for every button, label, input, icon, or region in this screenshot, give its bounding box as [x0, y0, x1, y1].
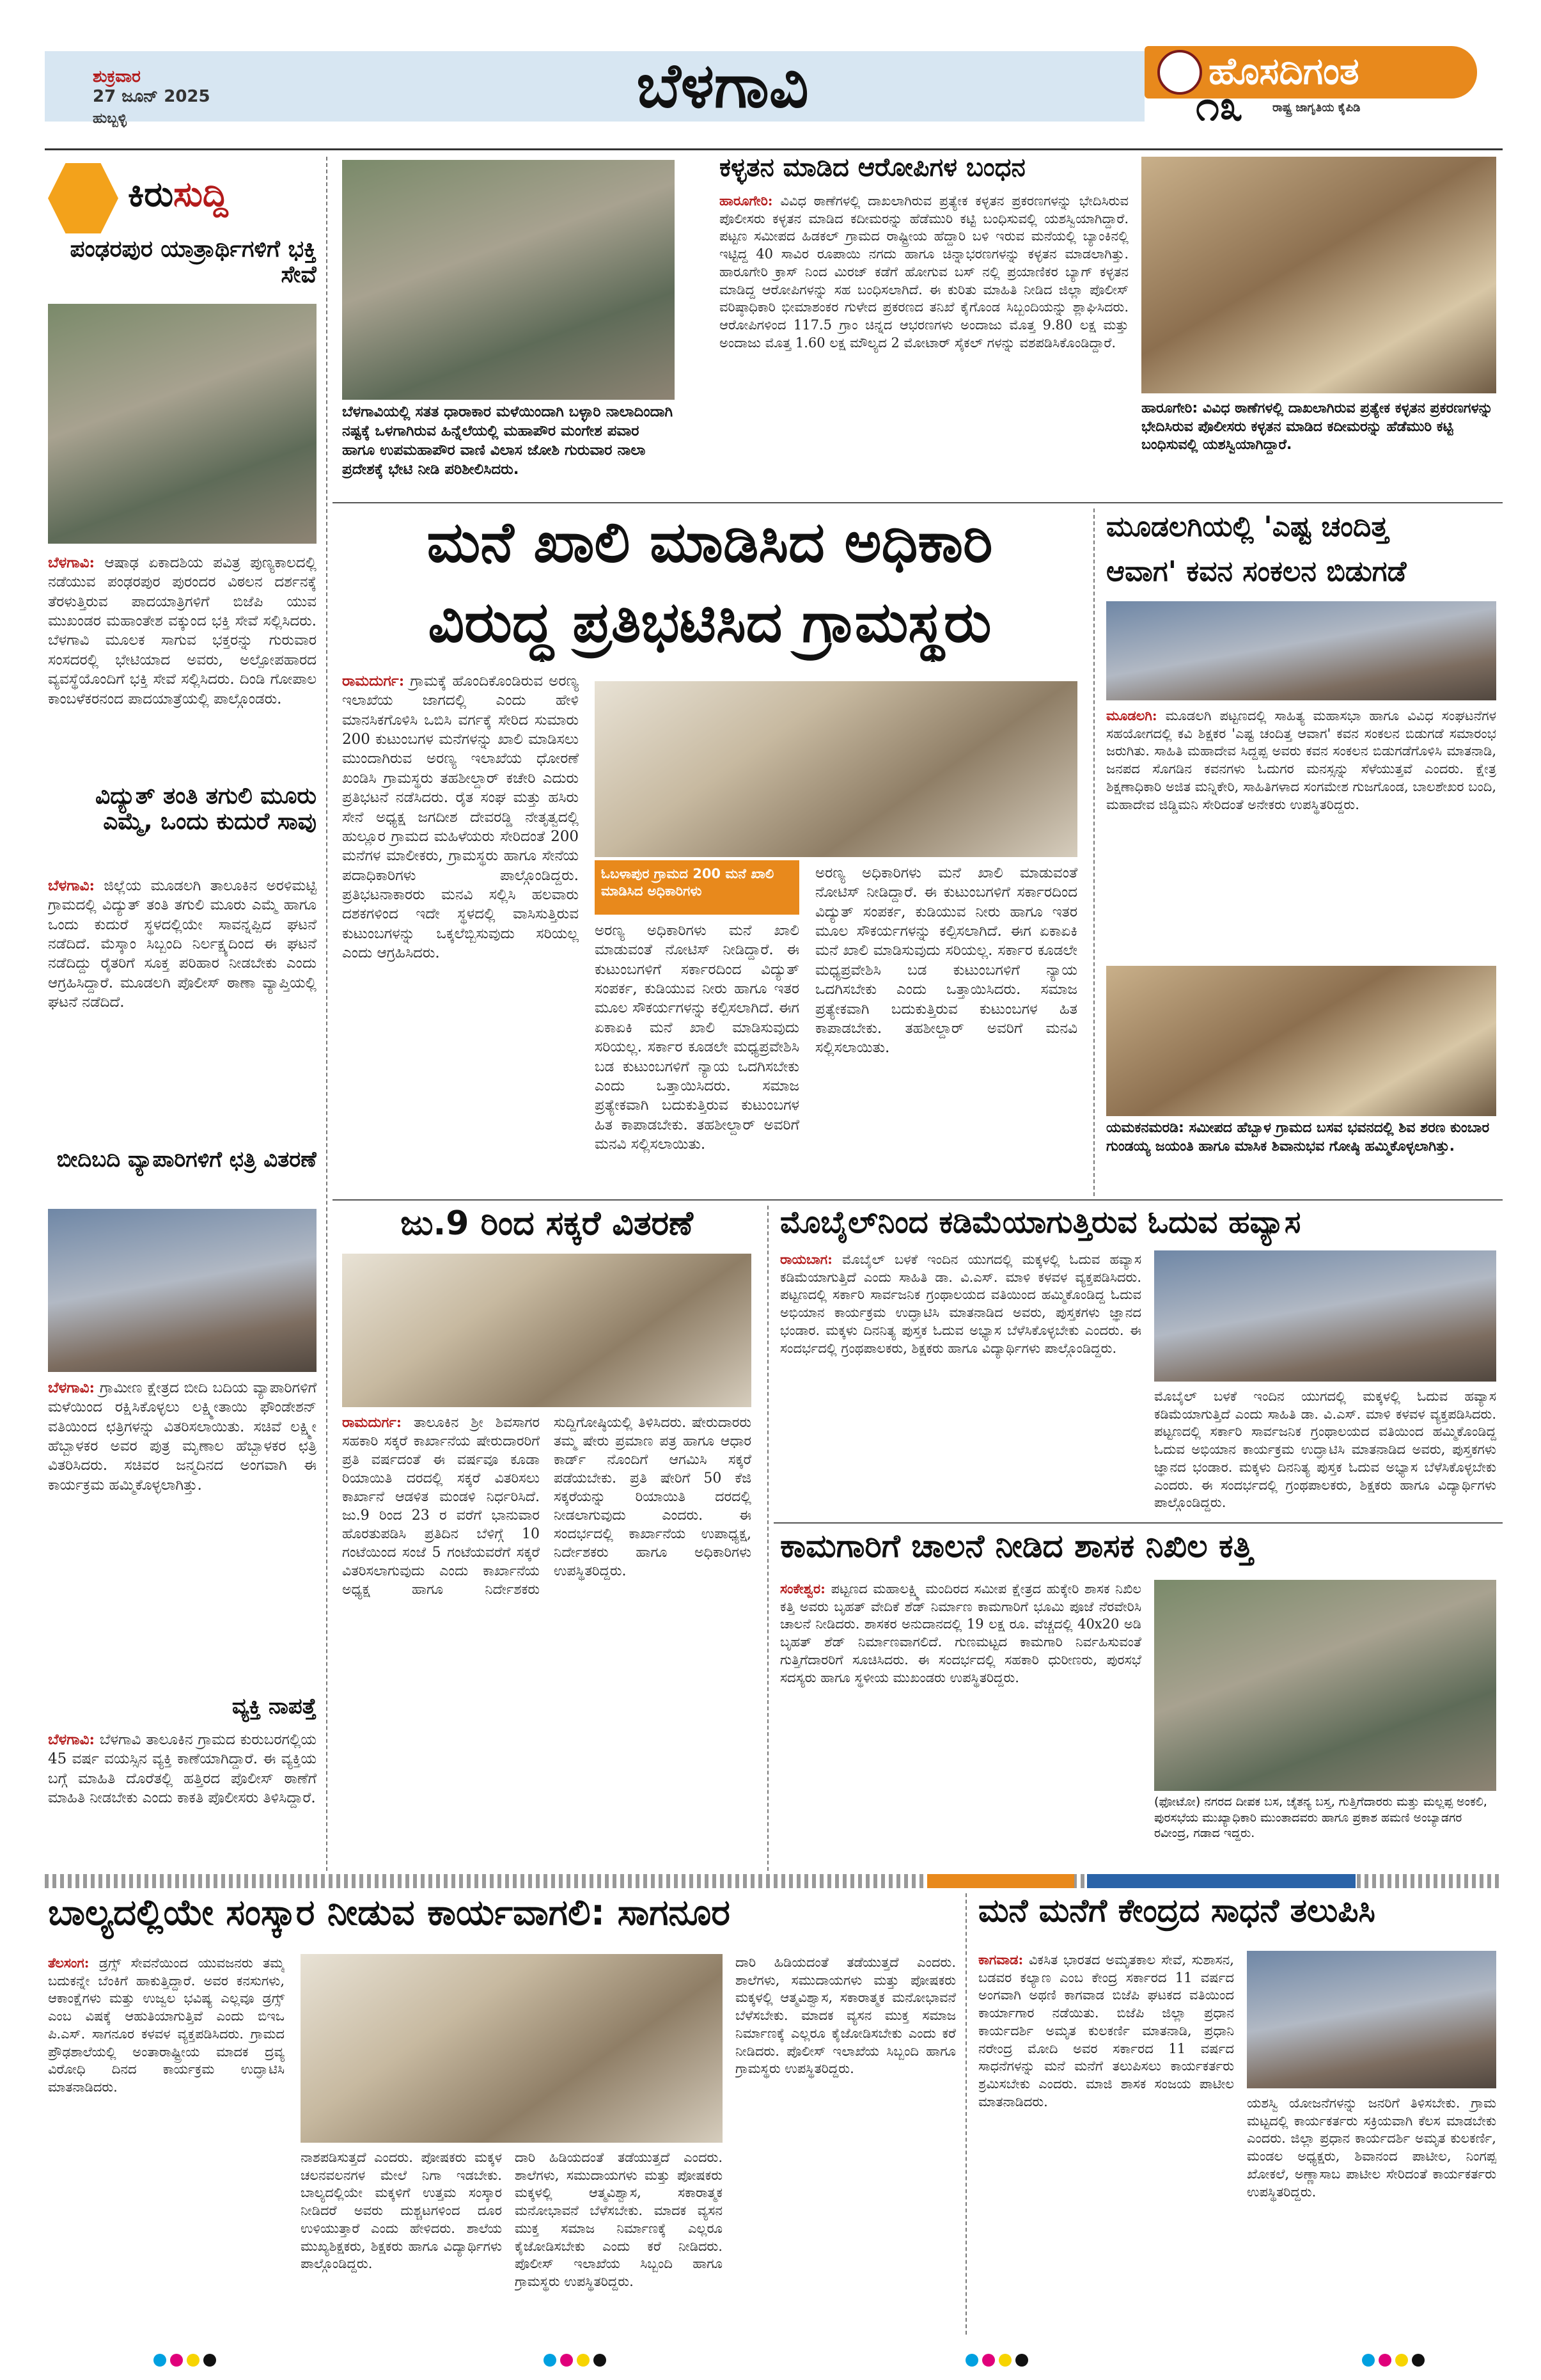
sagnoor-body-col2b [515, 2149, 723, 2331]
brief-photo-pilgrims [48, 304, 317, 544]
sagnoor-headline: ಬಾಲ್ಯದಲ್ಲಿಯೇ ಸಂಸ್ಕಾರ ನೀಡುವ ಕಾರ್ಯವಾಗಲಿ: ಸಾಗನೂರ [48, 1893, 730, 1934]
theft-police-photo [1141, 157, 1496, 393]
black-dot [593, 2354, 606, 2367]
lead-body-col3 [815, 863, 1077, 1193]
rain-nala-caption: ಬೆಳಗಾವಿಯಲ್ಲಿ ಸತತ ಧಾರಾಕಾರ ಮಳೆಯಿಂದಾಗಿ ಬಳ್ಳಾರಿ ನಾಲಾದಿಂದಾಗಿ ನಷ್ಟಕ್ಕೆ ಒಳಗಾಗಿರುವ ಹಿನ್ನೆಲೆಯಲ್ಲಿ ಮಹಾಪೌರ ಮಂಗೇಶ ಪವಾರ ಹಾಗೂ ಉಪಮಹಾಪೌರ ವಾಣಿ ವಿಲಾಸ ಜೋಶಿ ಗುರುವಾರ ನಾಲಾ ಪ್ರದೇಶಕ್ಕೆ ಭೇಟಿ ನೀಡಿ ಪರಿಶೀಲಿಸಿದರು. [342, 404, 673, 478]
brand-name: ಹೊಸದಿಗಂತ [1209, 51, 1359, 93]
masthead-bottom-rule [45, 148, 1503, 150]
sugar-dateline: ರಾಮದುರ್ಗ: [342, 1414, 402, 1431]
reading-text-right: ಮೊಬೈಲ್ ಬಳಕೆ ಇಂದಿನ ಯುಗದಲ್ಲಿ ಮಕ್ಕಳಲ್ಲಿ ಓದುವ ಹವ್ಯಾಸ ಕಡಿಮೆಯಾಗುತ್ತಿದೆ ಎಂದು ಸಾಹಿತಿ ಡಾ. ವಿ.ಎಸ್. ಮಾಳಿ ಕಳವಳ ವ್ಯಕ್ತಪಡಿಸಿದರು. ಪಟ್ಟಣದಲ್ಲಿ ಸರ್ಕಾರಿ ಸಾರ್ವಜನಿಕ ಗ್ರಂಥಾಲಯದ ವತಿಯಿಂದ ಹಮ್ಮಿಕೊಂಡಿದ್ದ ಓದುವ ಅಭಿಯಾನ ಕಾರ್ಯಕ್ರಮ ಉದ್ಘಾಟಿಸಿ ಮಾತನಾಡಿದ ಅವರು, ಪುಸ್ತಕಗಳು ಜ್ಞಾನದ ಭಂಡಾರ. ಮಕ್ಕಳು ದಿನನಿತ್ಯ ಪುಸ್ತಕ ಓದುವ ಅಭ್ಯಾಸ ಬೆಳೆಸಿಕೊಳ್ಳಬೇಕು ಎಂದರು. ಈ ಸಂದರ್ಭದಲ್ಲಿ ಗ್ರಂಥಪಾಲಕರು, ಶಿಕ್ಷಕರು ಹಾಗೂ ವಿದ್ಯಾರ್ಥಿಗಳು ಪಾಲ್ಗೊಂಡಿದ್ದರು. [1154, 1389, 1496, 1511]
black-dot [203, 2354, 216, 2367]
sagnoor-text-col3: ದಾರಿ ಹಿಡಿಯದಂತೆ ತಡೆಯುತ್ತದೆ ಎಂದರು. ಶಾಲೆಗಳು, ಸಮುದಾಯಗಳು ಮತ್ತು ಪೋಷಕರು ಮಕ್ಕಳಲ್ಲಿ ಆತ್ಮವಿಶ್ವಾಸ, ಸಕಾರಾತ್ಮಕ ಮನೋಭಾವನೆ ಬೆಳೆಸಬೇಕು. ಮಾದಕ ವ್ಯಸನ ಮುಕ್ತ ಸಮಾಜ ನಿರ್ಮಾಣಕ್ಕೆ ಎಲ್ಲರೂ ಕೈಜೋಡಿಸಬೇಕು ಎಂದು ಕರೆ ನೀಡಿದರು. ಪೊಲೀಸ್ ಇಲಾಖೆಯ ಸಿಬ್ಬಂದಿ ಹಾಗೂ ಗ್ರಾಮಸ್ಥರು ಉಪಸ್ಥಿತರಿದ್ದರು. [735, 1955, 956, 2077]
schemes-headline: ಮನೆ ಮನೆಗೆ ಕೇಂದ್ರದ ಸಾಧನೆ ತಲುಪಿಸಿ [978, 1893, 1375, 1929]
mudalagi-photo [1106, 601, 1496, 700]
masthead-date-block [93, 67, 297, 157]
schemes-dateline: ಕಾಗವಾಡ: [978, 1951, 1024, 1967]
brief-body [48, 1378, 317, 1695]
brief-text: ಗ್ರಾಮೀಣ ಕ್ಷೇತ್ರದ ಬೀದಿ ಬದಿಯ ವ್ಯಾಪಾರಿಗಳಿಗೆ ಮಳೆಯಿಂದ ರಕ್ಷಿಸಿಕೊಳ್ಳಲು ಲಕ್ಷ್ಮೀತಾಯಿ ಫೌಂಡೇಶನ್ ವತಿಯಿಂದ ಛತ್ರಿಗಳನ್ನು ವಿತರಿಸಲಾಯಿತು. ಸಚಿವೆ ಲಕ್ಷ್ಮೀ ಹೆಬ್ಬಾಳಕರ ಅವರ ಪುತ್ರ ಮೃಣಾಲ ಹೆಬ್ಬಾಳಕರ ಛತ್ರಿ ವಿತರಿಸಿದರು. ಸಚಿವರ ಜನ್ಮದಿನದ ಅಂಗವಾಗಿ ಈ ಕಾರ್ಯಕ್ರಮ ಹಮ್ಮಿಕೊಳ್ಳಲಾಗಿತ್ತು. [48, 1380, 317, 1493]
lead-body-col2 [595, 921, 799, 1193]
brief-title: ಪಂಢರಪುರ ಯಾತ್ರಾರ್ಥಿಗಳಿಗೆ ಭಕ್ತಿ ಸೇವೆ [70, 237, 317, 288]
yamakanamardi-photo [1106, 966, 1496, 1116]
theft-body [719, 192, 1129, 493]
rain-nala-photo [342, 160, 675, 400]
sagnoor-school-photo [301, 1954, 723, 2143]
registration-marks [544, 2354, 620, 2369]
lead-dateline: ರಾಮದುರ್ಗ: [342, 672, 405, 690]
column-divider [1093, 508, 1095, 1196]
brief-dateline: ಬೆಳಗಾವಿ: [48, 554, 95, 571]
brief-body [48, 1730, 317, 1868]
lower-divider-accent [1087, 1874, 1356, 1888]
section-rule [332, 1199, 1503, 1201]
hand-pointing-icon [48, 163, 118, 233]
brief-body [48, 553, 317, 774]
yellow-dot [187, 2354, 199, 2367]
sagnoor-text-col2b: ದಾರಿ ಹಿಡಿಯದಂತೆ ತಡೆಯುತ್ತದೆ ಎಂದರು. ಶಾಲೆಗಳು, ಸಮುದಾಯಗಳು ಮತ್ತು ಪೋಷಕರು ಮಕ್ಕಳಲ್ಲಿ ಆತ್ಮವಿಶ್ವಾಸ, ಸಕಾರಾತ್ಮಕ ಮನೋಭಾವನೆ ಬೆಳೆಸಬೇಕು. ಮಾದಕ ವ್ಯಸನ ಮುಕ್ತ ಸಮಾಜ ನಿರ್ಮಾಣಕ್ಕೆ ಎಲ್ಲರೂ ಕೈಜೋಡಿಸಬೇಕು ಎಂದು ಕರೆ ನೀಡಿದರು. ಪೊಲೀಸ್ ಇಲಾಖೆಯ ಸಿಬ್ಬಂದಿ ಹಾಗೂ ಗ್ರಾಮಸ್ಥರು ಉಪಸ್ಥಿತರಿದ್ದರು. [515, 2150, 723, 2290]
column-divider [767, 1206, 769, 1871]
registration-marks [966, 2354, 1042, 2369]
mudalagi-text: ಮೂಡಲಗಿ ಪಟ್ಟಣದಲ್ಲಿ ಸಾಹಿತ್ಯ ಮಹಾಸಭಾ ಹಾಗೂ ವಿವಿಧ ಸಂಘಟನೆಗಳ ಸಹಯೋಗದಲ್ಲಿ ಕವಿ ಶಿಕ್ಷಕರ 'ಎಷ್ಟ ಚಂದಿತ್ತ ಆವಾಗ' ಕವನ ಸಂಕಲನ ಬಿಡುಗಡೆ ಸಮಾರಂಭ ಜರುಗಿತು. ಸಾಹಿತಿ ಮಹಾದೇವ ಸಿದ್ದಪ್ಪ ಅವರು ಕವನ ಸಂಕಲನ ಬಿಡುಗಡೆಗೊಳಿಸಿ ಮಾತನಾಡಿ, ಜನಪದ ಸೊಗಡಿನ ಕವನಗಳು ಓದುಗರ ಮನಸ್ಸನ್ನು ಸೆಳೆಯುತ್ತವೆ ಎಂದರು. ಕ್ಷೇತ್ರ ಶಿಕ್ಷಣಾಧಿಕಾರಿ ಅಜಿತ ಮನ್ನಿಕೇರಿ, ಸಾಹಿತಿಗಳಾದ ಸಂಗಮೇಶ ಗುಜಗೊಂಡ, ಬಾಲಶೇಖರ ಬಂದಿ, ಮಹಾದೇವ ಜಿಡ್ಡಿಮನಿ ಸೇರಿದಂತೆ ಅನೇಕರು ಉಪಸ್ಥಿತರಿದ್ದರು. [1106, 708, 1496, 812]
theft-caption: ಹಾರೂಗೇರಿ: ವಿವಿಧ ಠಾಣೆಗಳಲ್ಲಿ ದಾಖಲಾಗಿರುವ ಪ್ರತ್ಯೇಕ ಕಳ್ಳತನ ಪ್ರಕರಣಗಳನ್ನು ಭೇದಿಸಿರುವ ಪೊಲೀಸರು ಕಳ್ಳತನ ಮಾಡಿದ ಕದೀಮರನ್ನು ಹೆಡೆಮುರಿ ಕಟ್ಟಿ ಬಂಧಿಸುವಲ್ಲಿ ಯಶಸ್ವಿಯಾಗಿದ್ದಾರೆ. [1141, 400, 1493, 453]
lead-protest-photo [595, 681, 1077, 857]
sagnoor-body-col3 [735, 1954, 956, 2331]
reading-headline: ಮೊಬೈಲ್‌ನಿಂದ ಕಡಿಮೆಯಾಗುತ್ತಿರುವ ಓದುವ ಹವ್ಯಾಸ [780, 1206, 1301, 1240]
brief-body [48, 876, 317, 1145]
sugar-headline: ಜು.9 ರಿಂದ ಸಕ್ಕರೆ ವಿತರಣೆ [400, 1206, 693, 1243]
column-divider [966, 1893, 967, 2335]
brief-dateline: ಬೆಳಗಾವಿ: [48, 877, 95, 894]
schemes-text-col2: ಯಶಸ್ವಿ ಯೋಜನೆಗಳನ್ನು ಜನರಿಗೆ ತಿಳಿಸಬೇಕು. ಗ್ರಾಮ ಮಟ್ಟದಲ್ಲಿ ಕಾರ್ಯಕರ್ತರು ಸಕ್ರಿಯವಾಗಿ ಕೆಲಸ ಮಾಡಬೇಕು ಎಂದರು. ಜಿಲ್ಲಾ ಪ್ರಧಾನ ಕಾರ್ಯದರ್ಶಿ ಅಮೃತ ಕುಲಕರ್ಣಿ, ಮಂಡಲ ಅಧ್ಯಕ್ಷರು, ಶಿವಾನಂದ ಪಾಟೀಲ, ನಿಂಗಪ್ಪ ಖೋಕಲೆ, ಅಣ್ಣಾಸಾಬ ಪಾಟೀಲ ಸೇರಿದಂತೆ ಕಾರ್ಯಕರ್ತರು ಉಪಸ್ಥಿತರಿದ್ದರು. [1247, 2095, 1496, 2200]
reading-photo [1154, 1250, 1496, 1382]
sugar-text: ತಾಲೂಕಿನ ಶ್ರೀ ಶಿವಸಾಗರ ಸಹಕಾರಿ ಸಕ್ಕರೆ ಕಾರ್ಖಾನೆಯ ಷೇರುದಾರರಿಗೆ ಪ್ರತಿ ವರ್ಷದಂತೆ ಈ ವರ್ಷವೂ ಕೂಡಾ ರಿಯಾಯಿತಿ ದರದಲ್ಲಿ ಸಕ್ಕರೆ ವಿತರಿಸಲು ಕಾರ್ಖಾನೆ ಆಡಳಿತ ಮಂಡಳಿ ನಿರ್ಧರಿಸಿದೆ. ಜು.9 ರಿಂದ 23 ರ ವರೆಗೆ ಭಾನುವಾರ ಹೊರತುಪಡಿಸಿ ಪ್ರತಿದಿನ ಬೆಳಿಗ್ಗೆ 10 ಗಂಟೆಯಿಂದ ಸಂಜೆ 5 ಗಂಟೆಯವರೆಗೆ ಸಕ್ಕರೆ ವಿತರಿಸಲಾಗುವುದು ಎಂದು ಕಾರ್ಖಾನೆಯ ಅಧ್ಯಕ್ಷ ಹಾಗೂ ನಿರ್ದೇಶಕರು ಸುದ್ದಿಗೋಷ್ಠಿಯಲ್ಲಿ ತಿಳಿಸಿದರು. ಷೇರುದಾರರು ತಮ್ಮ ಷೇರು ಪ್ರಮಾಣ ಪತ್ರ ಹಾಗೂ ಆಧಾರ ಕಾರ್ಡ್ ನೊಂದಿಗೆ ಆಗಮಿಸಿ ಸಕ್ಕರೆ ಪಡೆಯಬೇಕು. ಪ್ರತಿ ಷೇರಿಗೆ 50 ಕೆಜಿ ಸಕ್ಕರೆಯನ್ನು ರಿಯಾಯಿತಿ ದರದಲ್ಲಿ ನೀಡಲಾಗುವುದು ಎಂದರು. ಈ ಸಂದರ್ಭದಲ್ಲಿ ಕಾರ್ಖಾನೆಯ ಉಪಾಧ್ಯಕ್ಷ, ನಿರ್ದೇಶಕರು ಹಾಗೂ ಅಧಿಕಾರಿಗಳು ಉಪಸ್ಥಿತರಿದ್ದರು. [342, 1415, 751, 1598]
section-title: ಬೆಳಗಾವಿ [636, 52, 809, 122]
mla-dateline: ಸಂಕೇಶ್ವರ: [780, 1580, 825, 1596]
sagnoor-dateline: ತೆಲಸಂಗ: [48, 1955, 90, 1971]
yellow-dot [577, 2354, 590, 2367]
magenta-dot [560, 2354, 573, 2367]
yamakanamardi-caption: ಯಮಕನಮರಡಿ: ಸಮೀಪದ ಹೆಬ್ಬಾಳ ಗ್ರಾಮದ ಬಸವ ಭವನದಲ್ಲಿ ಶಿವ ಶರಣ ಕುಂಬಾರ ಗುಂಡಯ್ಯ ಜಯಂತಿ ಹಾಗೂ ಮಾಸಿಕ ಶಿವಾನುಭವ ಗೋಷ್ಠಿ ಹಮ್ಮಿಕೊಳ್ಳಲಾಗಿತ್ತು. [1106, 1120, 1490, 1155]
cyan-dot [544, 2354, 556, 2367]
lead-text-col2: ಅರಣ್ಯ ಅಧಿಕಾರಿಗಳು ಮನೆ ಖಾಲಿ ಮಾಡುವಂತೆ ನೋಟಿಸ್ ನೀಡಿದ್ದಾರೆ. ಈ ಕುಟುಂಬಗಳಿಗೆ ಸರ್ಕಾರದಿಂದ ವಿದ್ಯುತ್ ಸಂಪರ್ಕ, ಕುಡಿಯುವ ನೀರು ಹಾಗೂ ಇತರ ಮೂಲ ಸೌಕರ್ಯಗಳನ್ನು ಕಲ್ಪಿಸಲಾಗಿದೆ. ಈಗ ಏಕಾಏಕಿ ಮನೆ ಖಾಲಿ ಮಾಡಿಸುವುದು ಸರಿಯಲ್ಲ. ಸರ್ಕಾರ ಕೂಡಲೇ ಮಧ್ಯಪ್ರವೇಶಿಸಿ ಬಡ ಕುಟುಂಬಗಳಿಗೆ ನ್ಯಾಯ ಒದಗಿಸಬೇಕು ಎಂದು ಒತ್ತಾಯಿಸಿದರು. ಸಮಾಜ ಪ್ರತ್ಯೇಕವಾಗಿ ಬದುಕುತ್ತಿರುವ ಕುಟುಂಬಗಳ ಹಿತ ಕಾಪಾಡಬೇಕು. ತಹಶೀಲ್ದಾರ್ ಅವರಿಗೆ ಮನವಿ ಸಲ್ಲಿಸಲಾಯಿತು. [595, 922, 799, 1153]
mla-caption: (ಫೋಟೋ) ನಗರದ ದೀಪಕ ಬಸ, ಚೈತನ್ಯ ಬಸ್ತ, ಗುತ್ತಿಗೆದಾರರು ಮತ್ತು ಮಲ್ಲಪ್ಪ ಅಂಕಲಿ, ಪುರಸಭೆಯ ಮುಖ್ಯಾಧಿಕಾರಿ ಮುಂತಾದವರು ಹಾಗೂ ಪ್ರಕಾಶ ಹಮಣಿ ಅಂಬ್ಯಾಡಗರ ರವೀಂದ್ರ, ಗಡಾದ ಇದ್ದರು. [1154, 1795, 1487, 1841]
schemes-text-col1: ವಿಕಸಿತ ಭಾರತದ ಅಮೃತಕಾಲ ಸೇವೆ, ಸುಶಾಸನ, ಬಡವರ ಕಲ್ಯಾಣ ಎಂಬ ಕೇಂದ್ರ ಸರ್ಕಾರದ 11 ವರ್ಷದ ಅಂಗವಾಗಿ ಅಥಣಿ ಕಾಗವಾಡ ಬಿಜೆಪಿ ಘಟಕದ ವತಿಯಿಂದ ಕಾರ್ಯಾಗಾರ ನಡೆಯಿತು. ಬಿಜೆಪಿ ಜಿಲ್ಲಾ ಪ್ರಧಾನ ಕಾರ್ಯದರ್ಶಿ ಅಮೃತ ಕುಲಕರ್ಣಿ ಮಾತನಾಡಿ, ಪ್ರಧಾನಿ ನರೇಂದ್ರ ಮೋದಿ ಅವರ ಸರ್ಕಾರದ 11 ವರ್ಷದ ಸಾಧನೆಗಳನ್ನು ಮನೆ ಮನೆಗೆ ತಲುಪಿಸಲು ಕಾರ್ಯಕರ್ತರು ಶ್ರಮಿಸಬೇಕು ಎಂದರು. ಮಾಜಿ ಶಾಸಕ ಸಂಜಯ ಪಾಟೀಲ ಮಾತನಾಡಿದರು. [978, 1952, 1234, 2109]
reading-body [780, 1250, 1141, 1516]
mudalagi-headline-line2: ಆವಾಗ' ಕವನ ಸಂಕಲನ ಬಿಡುಗಡೆ [1106, 556, 1407, 588]
sagnoor-text-col2: ನಾಶಪಡಿಸುತ್ತದೆ ಎಂದರು. ಪೋಷಕರು ಮಕ್ಕಳ ಚಲನವಲನಗಳ ಮೇಲೆ ನಿಗಾ ಇಡಬೇಕು. ಬಾಲ್ಯದಲ್ಲಿಯೇ ಮಕ್ಕಳಿಗೆ ಉತ್ತಮ ಸಂಸ್ಕಾರ ನೀಡಿದರೆ ಅವರು ದುಶ್ಚಟಗಳಿಂದ ದೂರ ಉಳಿಯುತ್ತಾರೆ ಎಂದು ಹೇಳಿದರು. ಶಾಲೆಯ ಮುಖ್ಯಶಿಕ್ಷಕರು, ಶಿಕ್ಷಕರು ಹಾಗೂ ವಿದ್ಯಾರ್ಥಿಗಳು ಪಾಲ್ಗೊಂಡಿದ್ದರು. [301, 2150, 502, 2272]
kirusuddi-label-suffix: ಸುದ್ದಿ [173, 174, 228, 214]
lead-headline-line2: ವಿರುದ್ಧ ಪ್ರತಿಭಟಿಸಿದ ಗ್ರಾಮಸ್ಥರು [428, 592, 992, 655]
brief-dateline: ಬೆಳಗಾವಿ: [48, 1379, 95, 1396]
sagnoor-body-col1 [48, 1954, 285, 2331]
sagnoor-body-col2 [301, 2149, 502, 2331]
schemes-photo [1247, 1951, 1496, 2088]
reading-body-right [1154, 1388, 1496, 1516]
section-rule [332, 502, 1503, 503]
yellow-dot [999, 2354, 1012, 2367]
brief-text: ಜಿಲ್ಲೆಯ ಮೂಡಲಗಿ ತಾಲೂಕಿನ ಅರಳಿಮಟ್ಟಿ ಗ್ರಾಮದಲ್ಲಿ ವಿದ್ಯುತ್ ತಂತಿ ತಗುಲಿ ಮೂರು ಎಮ್ಮೆ ಹಾಗೂ ಒಂದು ಕುದುರೆ ಸ್ಥಳದಲ್ಲಿಯೇ ಸಾವನ್ನಪ್ಪಿದ ಘಟನೆ ನಡೆದಿದೆ. ಮೆಸ್ಕಾಂ ಸಿಬ್ಬಂದಿ ನಿರ್ಲಕ್ಷ್ಯದಿಂದ ಈ ಘಟನೆ ನಡೆದಿದ್ದು ರೈತರಿಗೆ ಸೂಕ್ತ ಪರಿಹಾರ ನೀಡಬೇಕು ಎಂದು ಆಗ್ರಹಿಸಿದ್ದಾರೆ. ಮೂಡಲಗಿ ಪೊಲೀಸ್ ಠಾಣಾ ವ್ಯಾಪ್ತಿಯಲ್ಲಿ ಘಟನೆ ನಡೆದಿದೆ. [48, 878, 317, 1011]
black-dot [1412, 2354, 1425, 2367]
magenta-dot [170, 2354, 183, 2367]
sagnoor-text-col1: ಡ್ರಗ್ಸ್ ಸೇವನೆಯಿಂದ ಯುವಜನರು ತಮ್ಮ ಬದುಕನ್ನೇ ಬೆಂಕಿಗೆ ಹಾಕುತ್ತಿದ್ದಾರೆ. ಅವರ ಕನಸುಗಳು, ಆಕಾಂಕ್ಷೆಗಳು ಮತ್ತು ಉಜ್ವಲ ಭವಿಷ್ಯ ಎಲ್ಲವೂ ಡ್ರಗ್ಸ್ ಎಂಬ ವಿಷಕ್ಕೆ ಆಹುತಿಯಾಗುತ್ತಿವೆ ಎಂದು ಬಿಇಒ ಪಿ.ಎಸ್. ಸಾಗನೂರ ಕಳವಳ ವ್ಯಕ್ತಪಡಿಸಿದರು. ಗ್ರಾಮದ ಪ್ರೌಢಶಾಲೆಯಲ್ಲಿ ಅಂತಾರಾಷ್ಟ್ರೀಯ ಮಾದಕ ದ್ರವ್ಯ ವಿರೋಧಿ ದಿನದ ಕಾರ್ಯಕ್ರಮ ಉದ್ಘಾಟಿಸಿ ಮಾತನಾಡಿದರು. [48, 1955, 285, 2095]
theft-text: ವಿವಿಧ ಠಾಣೆಗಳಲ್ಲಿ ದಾಖಲಾಗಿರುವ ಪ್ರತ್ಯೇಕ ಕಳ್ಳತನ ಪ್ರಕರಣಗಳನ್ನು ಭೇದಿಸಿರುವ ಪೊಲೀಸರು ಕಳ್ಳತನ ಮಾಡಿದ ಕದೀಮರನ್ನು ಹೆಡೆಮುರಿ ಕಟ್ಟಿ ಬಂಧಿಸುವಲ್ಲಿ ಯಶಸ್ವಿಯಾಗಿದ್ದಾರೆ. ಪಟ್ಟಣ ಸಮೀಪದ ಹಿಡಕಲ್ ಗ್ರಾಮದ ರಾಷ್ಟ್ರೀಯ ಹೆದ್ದಾರಿ ಬಳಿ ಇರುವ ಮನೆಯಲ್ಲಿ ಬ್ಯಾಂಕಿನಲ್ಲಿ ಇಟ್ಟಿದ್ದ 40 ಸಾವಿರ ರೂಪಾಯಿ ನಗದು ಹಾಗೂ ಚಿನ್ನಾಭರಣಗಳನ್ನು ಕಳ್ಳತನ ಮಾಡಲಾಗಿತ್ತು. ಹಾರೂಗೇರಿ ಕ್ರಾಸ್ ನಿಂದ ಮಿರಜ್ ಕಡೆಗೆ ಹೋಗುವ ಬಸ್ ನಲ್ಲಿ ಪ್ರಯಾಣಿಕರ ಬ್ಯಾಗ್ ಕಳ್ಳತನ ಮಾಡಿದ್ದ ಆರೋಪಿಗಳನ್ನು ಸಹ ಬಂಧಿಸಲಾಗಿದೆ. ಈ ಕುರಿತು ಮಾಹಿತಿ ನೀಡಿದ ಜಿಲ್ಲಾ ಪೊಲೀಸ್ ವರಿಷ್ಠಾಧಿಕಾರಿ ಭೀಮಾಶಂಕರ ಗುಳೇದ ಪ್ರಕರಣದ ತನಿಖೆ ಕೈಗೊಂಡ ಸಿಬ್ಬಂದಿಯನ್ನು ಶ್ಲಾಘಿಸಿದರು. ಆರೋಪಿಗಳಿಂದ 117.5 ಗ್ರಾಂ ಚಿನ್ನದ ಆಭರಣಗಳು ಅಂದಾಜು ಮೊತ್ತ 9.80 ಲಕ್ಷ ಮತ್ತು ಅಂದಾಜು ಮೊತ್ತ 1.60 ಲಕ್ಷ ಮೌಲ್ಯದ 2 ಮೋಟಾರ್ ಸೈಕಲ್ ಗಳನ್ನು ವಶಪಡಿಸಿಕೊಂಡಿದ್ದಾರೆ. [719, 193, 1129, 351]
brief-dateline: ಬೆಳಗಾವಿ: [48, 1731, 95, 1748]
lead-headline-line1: ಮನೆ ಖಾಲಿ ಮಾಡಿಸಿದ ಅಧಿಕಾರಿ [426, 512, 993, 575]
page-number: ೧೩ [1196, 83, 1243, 130]
brief-title: ವ್ಯಕ್ತಿ ನಾಪತ್ತೆ [231, 1695, 317, 1719]
mudalagi-dateline: ಮೂಡಲಗಿ: [1106, 707, 1157, 723]
kirusuddi-badge [48, 160, 317, 237]
brief-text: ಬೆಳಗಾವಿ ತಾಲೂಕಿನ ಗ್ರಾಮದ ಕುರುಬರಗಲ್ಲಿಯ 45 ವರ್ಷ ವಯಸ್ಸಿನ ವ್ಯಕ್ತಿ ಕಾಣೆಯಾಗಿದ್ದಾರೆ. ಈ ವ್ಯಕ್ತಿಯ ಬಗ್ಗೆ ಮಾಹಿತಿ ದೊರೆತಲ್ಲಿ ಹತ್ತಿರದ ಪೊಲೀಸ್ ಠಾಣೆಗೆ ಮಾಹಿತಿ ನೀಡಬೇಕು ಎಂದು ಕಾಕತಿ ಪೊಲೀಸರು ತಿಳಿಸಿದ್ದಾರೆ. [48, 1731, 317, 1807]
mla-groundbreaking-photo [1154, 1580, 1496, 1791]
mla-text: ಪಟ್ಟಣದ ಮಹಾಲಕ್ಷ್ಮಿ ಮಂದಿರದ ಸಮೀಪ ಕ್ಷೇತ್ರದ ಹುಕ್ಕೇರಿ ಶಾಸಕ ನಿಖಿಲ ಕತ್ತಿ ಅವರು ಬೃಹತ್ ವೇದಿಕೆ ಶೆಡ್ ನಿರ್ಮಾಣ ಕಾಮಗಾರಿಗೆ ಭೂಮಿ ಪೂಜೆ ನೆರವೇರಿಸಿ ಚಾಲನೆ ನೀಡಿದರು. ಶಾಸಕರ ಅನುದಾನದಲ್ಲಿ 19 ಲಕ್ಷ ರೂ. ವೆಚ್ಚದಲ್ಲಿ 40x20 ಅಡಿ ಬೃಹತ್ ಶೆಡ್ ನಿರ್ಮಾಣವಾಗಲಿದೆ. ಗುಣಮಟ್ಟದ ಕಾಮಗಾರಿ ನಿರ್ವಹಿಸುವಂತೆ ಗುತ್ತಿಗೆದಾರರಿಗೆ ಸೂಚಿಸಿದರು. ಈ ಸಂದರ್ಭದಲ್ಲಿ ಸಹಕಾರಿ ಧುರೀಣರು, ಪುರಸಭೆ ಸದಸ್ಯರು ಹಾಗೂ ಸ್ಥಳೀಯ ಮುಖಂಡರು ಉಪಸ್ಥಿತರಿದ್ದರು. [780, 1581, 1141, 1685]
reading-text: ಮೊಬೈಲ್ ಬಳಕೆ ಇಂದಿನ ಯುಗದಲ್ಲಿ ಮಕ್ಕಳಲ್ಲಿ ಓದುವ ಹವ್ಯಾಸ ಕಡಿಮೆಯಾಗುತ್ತಿದೆ ಎಂದು ಸಾಹಿತಿ ಡಾ. ವಿ.ಎಸ್. ಮಾಳಿ ಕಳವಳ ವ್ಯಕ್ತಪಡಿಸಿದರು. ಪಟ್ಟಣದಲ್ಲಿ ಸರ್ಕಾರಿ ಸಾರ್ವಜನಿಕ ಗ್ರಂಥಾಲಯದ ವತಿಯಿಂದ ಹಮ್ಮಿಕೊಂಡಿದ್ದ ಓದುವ ಅಭಿಯಾನ ಕಾರ್ಯಕ್ರಮ ಉದ್ಘಾಟಿಸಿ ಮಾತನಾಡಿದ ಅವರು, ಪುಸ್ತಕಗಳು ಜ್ಞಾನದ ಭಂಡಾರ. ಮಕ್ಕಳು ದಿನನಿತ್ಯ ಪುಸ್ತಕ ಓದುವ ಅಭ್ಯಾಸ ಬೆಳೆಸಿಕೊಳ್ಳಬೇಕು ಎಂದರು. ಈ ಸಂದರ್ಭದಲ್ಲಿ ಗ್ರಂಥಪಾಲಕರು, ಶಿಕ್ಷಕರು ಹಾಗೂ ವಿದ್ಯಾರ್ಥಿಗಳು ಪಾಲ್ಗೊಂಡಿದ್ದರು. [780, 1252, 1141, 1356]
masthead-date: 27 ಜೂನ್ 2025 [93, 87, 210, 106]
mla-headline: ಕಾಮಗಾರಿಗೆ ಚಾಲನೆ ನೀಡಿದ ಶಾಸಕ ನಿಖಿಲ ಕತ್ತಿ [780, 1529, 1253, 1564]
cyan-dot [153, 2354, 166, 2367]
mla-body [780, 1580, 1141, 1868]
mudalagi-headline-line1: ಮೂಡಲಗಿಯಲ್ಲಿ 'ಎಷ್ಟ ಚಂದಿತ್ತ [1106, 512, 1389, 543]
lead-photo-tag [595, 860, 799, 915]
mudalagi-body [1106, 707, 1496, 956]
theft-headline: ಕಳ್ಳತನ ಮಾಡಿದ ಆರೋಪಿಗಳ ಬಂಧನ [719, 154, 1026, 182]
lead-body-col1 [342, 672, 579, 1193]
schemes-body-col1 [978, 1951, 1234, 2331]
magenta-dot [982, 2354, 995, 2367]
masthead-day: ಶುಕ್ರವಾರ [93, 67, 141, 86]
kirusuddi-label-prefix: ಕಿರು [128, 174, 174, 214]
theft-dateline: ಹಾರೂಗೇರಿ: [719, 193, 773, 209]
lower-divider-accent [927, 1874, 1074, 1888]
masthead-city: ಹುಬ್ಬಳ್ಳಿ [93, 111, 127, 127]
brief-title: ವಿದ್ಯುತ್ ತಂತಿ ತಗುಲಿ ಮೂರು ಎಮ್ಮೆ, ಒಂದು ಕುದುರೆ ಸಾವು [95, 784, 317, 835]
reading-dateline: ರಾಯಬಾಗ: [780, 1251, 833, 1267]
cyan-dot [966, 2354, 978, 2367]
lead-photo-tag-text: ಓಬಳಾಪುರ ಗ್ರಾಮದ 200 ಮನೆ ಖಾಲಿ ಮಾಡಿಸಿದ ಅಧಿಕಾರಿಗಳು [601, 866, 774, 899]
registration-marks [1362, 2354, 1439, 2369]
lead-text-col1: ಗ್ರಾಮಕ್ಕೆ ಹೊಂದಿಕೊಂಡಿರುವ ಅರಣ್ಯ ಇಲಾಖೆಯ ಜಾಗದಲ್ಲಿ ಎಂದು ಹೇಳಿ ಮಾನಸಿಕಗೊಳಿಸಿ ಒಬಿಸಿ ವರ್ಗಕ್ಕೆ ಸೇರಿದ ಸುಮಾರು 200 ಕುಟುಂಬಗಳ ಮನೆಗಳನ್ನು ಖಾಲಿ ಮಾಡಿಸಲು ಮುಂದಾಗಿರುವ ಅರಣ್ಯ ಇಲಾಖೆಯ ಧೋರಣೆ ಖಂಡಿಸಿ ಗ್ರಾಮಸ್ಥರು ತಹಶೀಲ್ದಾರ್ ಕಚೇರಿ ಎದುರು ಪ್ರತಿಭಟನೆ ನಡೆಸಿದರು. ರೈತ ಸಂಘ ಮತ್ತು ಹಸಿರು ಸೇನೆ ಅಧ್ಯಕ್ಷ ಜಗದೀಶ ದೇವರಡ್ಡಿ ನೇತೃತ್ವದಲ್ಲಿ ಹುಲ್ಲೂರ ಗ್ರಾಮದ ಮಹಿಳೆಯರು ಸೇರಿದಂತೆ 200 ಮನೆಗಳ ಮಾಲೀಕರು, ಗ್ರಾಮಸ್ಥರು ಹಾಗೂ ಸೇನೆಯ ಪದಾಧಿಕಾರಿಗಳು ಪಾಲ್ಗೊಂಡಿದ್ದರು. ಪ್ರತಿಭಟನಾಕಾರರು ಮನವಿ ಸಲ್ಲಿಸಿ ಹಲವಾರು ದಶಕಗಳಿಂದ ಇದೇ ಸ್ಥಳದಲ್ಲಿ ವಾಸಿಸುತ್ತಿರುವ ಕುಟುಂಬಗಳನ್ನು ಒಕ್ಕಲೆಬ್ಬಿಸುವುದು ಸರಿಯಲ್ಲ ಎಂದು ಆಗ್ರಹಿಸಿದರು. [342, 673, 579, 962]
magenta-dot [1379, 2354, 1391, 2367]
brief-photo-umbrellas [48, 1209, 317, 1372]
brief-text: ಆಷಾಢ ಏಕಾದಶಿಯ ಪವಿತ್ರ ಪುಣ್ಯಕಾಲದಲ್ಲಿ ನಡೆಯುವ ಪಂಢರಪುರ ಪುರಂದರ ವಿಠಲನ ದರ್ಶನಕ್ಕೆ ತೆರಳುತ್ತಿರುವ ಪಾದಯಾತ್ರಿಗಳಿಗೆ ಬಿಜೆಪಿ ಯುವ ಮುಖಂಡರ ಮಹಾಂತೇಶ ವಕ್ಕುಂದ ಭಕ್ತಿ ಸೇವೆ ಸಲ್ಲಿಸಿದರು. ಬೆಳಗಾವಿ ಮೂಲಕ ಸಾಗುವ ಭಕ್ತರನ್ನು ಗುರುವಾರ ಸಂಸದರಲ್ಲಿ ಭೇಟಿಯಾದ ಅವರು, ಅಲ್ಪೋಪಹಾರದ ವ್ಯವಸ್ಥೆಯೊಂದಿಗೆ ಭಕ್ತಿ ಸೇವೆ ಸಲ್ಲಿಸಿದರು. ದಿಂಡಿ ಗೋಪಾಲ ಕಾಂಬಳೆಕರನಂದ ಪಾದಯಾತ್ರೆಯಲ್ಲಿ ಪಾಲ್ಗೊಂಡರು. [48, 555, 317, 707]
sugar-press-photo [342, 1254, 751, 1407]
cyan-dot [1362, 2354, 1375, 2367]
registration-marks [153, 2354, 230, 2369]
section-rule [774, 1522, 1503, 1524]
brand-tagline: ರಾಷ್ಟ್ರ ಜಾಗೃತಿಯ ಕೈಪಿಡಿ [1272, 101, 1361, 114]
yellow-dot [1395, 2354, 1408, 2367]
schemes-body-col2 [1247, 2095, 1496, 2331]
brief-title: ಬೀದಿಬದಿ ವ್ಯಾಪಾರಿಗಳಿಗೆ ಛತ್ರಿ ವಿತರಣೆ [56, 1148, 317, 1172]
column-divider [326, 157, 327, 1871]
black-dot [1015, 2354, 1028, 2367]
lead-text-col3: ಅರಣ್ಯ ಅಧಿಕಾರಿಗಳು ಮನೆ ಖಾಲಿ ಮಾಡುವಂತೆ ನೋಟಿಸ್ ನೀಡಿದ್ದಾರೆ. ಈ ಕುಟುಂಬಗಳಿಗೆ ಸರ್ಕಾರದಿಂದ ವಿದ್ಯುತ್ ಸಂಪರ್ಕ, ಕುಡಿಯುವ ನೀರು ಹಾಗೂ ಇತರ ಮೂಲ ಸೌಕರ್ಯಗಳನ್ನು ಕಲ್ಪಿಸಲಾಗಿದೆ. ಈಗ ಏಕಾಏಕಿ ಮನೆ ಖಾಲಿ ಮಾಡಿಸುವುದು ಸರಿಯಲ್ಲ. ಸರ್ಕಾರ ಕೂಡಲೇ ಮಧ್ಯಪ್ರವೇಶಿಸಿ ಬಡ ಕುಟುಂಬಗಳಿಗೆ ನ್ಯಾಯ ಒದಗಿಸಬೇಕು ಎಂದು ಒತ್ತಾಯಿಸಿದರು. ಸಮಾಜ ಪ್ರತ್ಯೇಕವಾಗಿ ಬದುಕುತ್ತಿರುವ ಕುಟುಂಬಗಳ ಹಿತ ಕಾಪಾಡಬೇಕು. ತಹಶೀಲ್ದಾರ್ ಅವರಿಗೆ ಮನವಿ ಸಲ್ಲಿಸಲಾಯಿತು. [815, 865, 1077, 1057]
sugar-body [342, 1414, 751, 1868]
